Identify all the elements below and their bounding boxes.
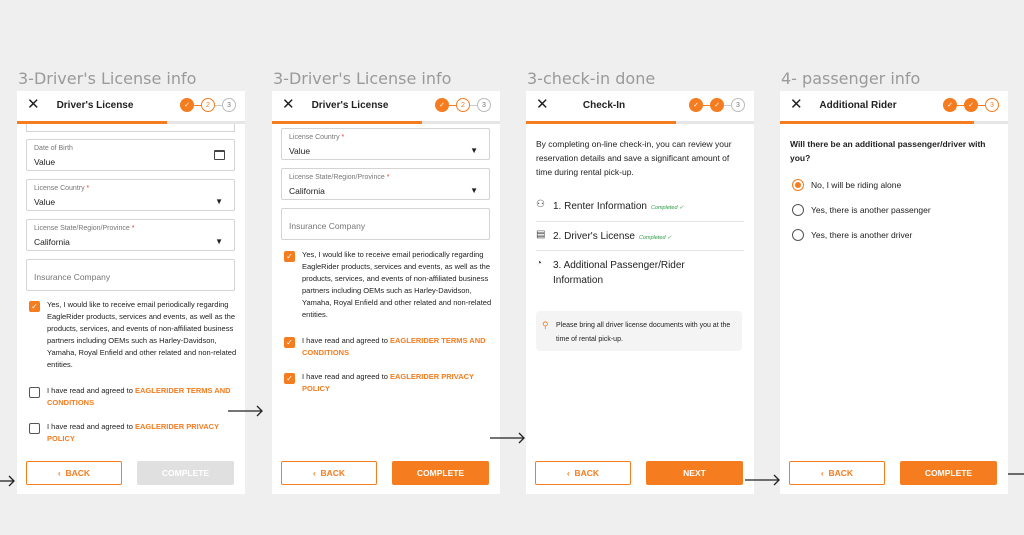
step-2-check-icon: ✓ bbox=[710, 98, 724, 112]
radio-label: Yes, there is another passenger bbox=[811, 205, 931, 215]
next-button[interactable]: NEXT bbox=[646, 461, 743, 485]
chevron-left-icon: ‹ bbox=[820, 468, 824, 478]
progress-bar bbox=[780, 121, 1008, 124]
license-country-select[interactable] bbox=[281, 128, 490, 160]
email-consent-checkbox[interactable]: ✓ bbox=[29, 301, 40, 312]
info-note: ⚲ Please bring all driver license documents with you at the time of rental pick-up. bbox=[536, 311, 742, 351]
chevron-left-icon: ‹ bbox=[312, 468, 316, 478]
field-value: Value bbox=[34, 157, 56, 167]
license-state-select[interactable] bbox=[26, 219, 235, 251]
field-label: Date of Birth bbox=[34, 145, 73, 152]
progress-bar bbox=[526, 121, 754, 124]
radio-label: No, I will be riding alone bbox=[811, 180, 902, 190]
chevron-down-icon: ▼ bbox=[470, 146, 478, 155]
header bbox=[17, 91, 245, 121]
page-title: Driver's License bbox=[311, 100, 389, 111]
email-consent-text: Yes, I would like to receive email periodically regarding EagleRider products, services and events, as well as the products, services, and events of non-affiliated business partners including OEMs such as Harley-Davidson, Yamaha, Royal Enfield and other related and non-related entities. bbox=[302, 250, 492, 319]
chevron-left-icon: ‹ bbox=[566, 468, 570, 478]
stage-title-3: 3-check-in done bbox=[527, 69, 656, 88]
completed-badge: Completed ✓ bbox=[650, 205, 684, 211]
step-2: 2 bbox=[456, 98, 470, 112]
close-icon[interactable]: ✕ bbox=[282, 96, 295, 113]
privacy-checkbox[interactable]: ✓ bbox=[284, 373, 295, 384]
license-state-select[interactable] bbox=[281, 168, 490, 200]
flow-arrow-icon bbox=[0, 474, 16, 488]
radio-label: Yes, there is another driver bbox=[811, 230, 913, 240]
back-button[interactable]: ‹ BACK bbox=[789, 461, 885, 485]
stage-title-4: 4- passenger info bbox=[781, 69, 921, 88]
completed-badge: Completed ✓ bbox=[638, 235, 672, 241]
step-3: 3 bbox=[985, 98, 999, 112]
back-button[interactable]: ‹ BACK bbox=[26, 461, 122, 485]
privacy-link[interactable]: EAGLERIDER PRIVACY POLICY bbox=[302, 372, 474, 393]
step-indicator bbox=[689, 98, 745, 112]
step-1-check-icon: ✓ bbox=[435, 98, 449, 112]
field-label: License State/Region/Province * bbox=[34, 225, 135, 232]
stage-title-2: 3-Driver's License info bbox=[273, 69, 452, 88]
license-country-select[interactable] bbox=[26, 179, 235, 211]
terms-checkbox[interactable] bbox=[29, 387, 40, 398]
flow-arrow-icon bbox=[1008, 467, 1024, 481]
step-3: 3 bbox=[222, 98, 236, 112]
check-in-intro: By completing on-line check-in, you can review your reservation details and save a significant amount of time during rental pick-up. bbox=[536, 139, 732, 177]
terms-text: I have read and agreed to EAGLERIDER TERMS AND CONDITIONS bbox=[47, 386, 231, 407]
complete-button: COMPLETE bbox=[137, 461, 234, 485]
stage-title-1: 3-Driver's License info bbox=[18, 69, 197, 88]
id-card-icon: ▤ bbox=[536, 229, 546, 240]
step-3: 3 bbox=[731, 98, 745, 112]
question-text: Will there be an additional passenger/driver with you? bbox=[790, 139, 986, 163]
date-of-birth-field[interactable] bbox=[26, 139, 235, 171]
complete-button[interactable]: COMPLETE bbox=[392, 461, 489, 485]
terms-text: I have read and agreed to EAGLERIDER TERMS AND CONDITIONS bbox=[302, 336, 486, 357]
page-title: Check-In bbox=[582, 100, 626, 111]
header bbox=[272, 91, 500, 121]
chevron-left-icon: ‹ bbox=[57, 468, 61, 478]
checklist-item-passenger[interactable]: ◔ 3. Additional Passenger/Rider Information bbox=[536, 258, 685, 286]
field-value: California bbox=[34, 237, 70, 247]
field-value: California bbox=[289, 186, 325, 196]
email-consent-text: Yes, I would like to receive email periodically regarding EagleRider products, services and events, as well as the products, services, and events of non-affiliated business partners including OEMs such as Harley-Davidson, Yamaha, Royal Enfield and other related and non-related entities. bbox=[47, 300, 237, 369]
calendar-icon[interactable] bbox=[214, 150, 225, 160]
step-1-check-icon: ✓ bbox=[943, 98, 957, 112]
chevron-down-icon: ▼ bbox=[215, 237, 223, 246]
step-3: 3 bbox=[477, 98, 491, 112]
field-label: License State/Region/Province * bbox=[289, 174, 390, 181]
progress-bar bbox=[272, 121, 500, 124]
complete-button[interactable]: COMPLETE bbox=[900, 461, 997, 485]
field-value: Value bbox=[34, 197, 56, 207]
email-consent-checkbox[interactable]: ✓ bbox=[284, 251, 295, 262]
insurance-company-input[interactable] bbox=[26, 259, 235, 291]
radio-another-driver[interactable] bbox=[792, 229, 804, 241]
step-2: 2 bbox=[201, 98, 215, 112]
insurance-company-input[interactable] bbox=[281, 208, 490, 240]
step-indicator bbox=[435, 98, 491, 112]
field-value: Value bbox=[289, 146, 311, 156]
chevron-down-icon: ▼ bbox=[470, 186, 478, 195]
person-check-icon: ⚇ bbox=[536, 199, 545, 210]
placeholder: Insurance Company bbox=[34, 272, 111, 282]
placeholder: Insurance Company bbox=[289, 221, 366, 231]
page-title: Driver's License bbox=[56, 100, 134, 111]
close-icon[interactable]: ✕ bbox=[790, 96, 803, 113]
location-pin-icon: ⚲ bbox=[542, 320, 549, 330]
close-icon[interactable]: ✕ bbox=[536, 96, 549, 113]
terms-checkbox[interactable]: ✓ bbox=[284, 337, 295, 348]
back-button[interactable]: ‹ BACK bbox=[281, 461, 377, 485]
screen-drivers-license-complete bbox=[272, 91, 500, 494]
back-button[interactable]: ‹ BACK bbox=[535, 461, 631, 485]
page-title: Additional Rider bbox=[819, 100, 897, 111]
flow-arrow-icon bbox=[228, 404, 264, 418]
screen-drivers-license-incomplete bbox=[17, 91, 245, 494]
flow-arrow-icon bbox=[490, 431, 526, 445]
radio-another-passenger[interactable] bbox=[792, 204, 804, 216]
screen-additional-rider bbox=[780, 91, 1008, 494]
step-1-check-icon: ✓ bbox=[689, 98, 703, 112]
radio-riding-alone[interactable] bbox=[792, 179, 804, 191]
terms-link[interactable]: EAGLERIDER TERMS AND CONDITIONS bbox=[302, 336, 486, 357]
field-label: License Country * bbox=[34, 185, 90, 192]
step-indicator bbox=[180, 98, 236, 112]
field-label: License Country * bbox=[289, 134, 345, 141]
header bbox=[526, 91, 754, 121]
close-icon[interactable]: ✕ bbox=[27, 96, 40, 113]
privacy-checkbox[interactable] bbox=[29, 423, 40, 434]
header bbox=[780, 91, 1008, 121]
privacy-text: I have read and agreed to EAGLERIDER PRIVACY POLICY bbox=[302, 372, 474, 393]
screen-check-in: ✕ Check-In ✓ ✓ 3 By completing on-line check-in, you can review your reservation details and save a significant amount of time during rental pick-up. ⚇ 1. Renter Information Completed ✓ ▤ 2. Driver's License Completed ✓ ◔ 3. Additional Passenger/Rider Information ⚲ Please bring all driver license documents with you at the time of rental pick-up. ‹ BACK NEXT bbox=[526, 91, 754, 494]
privacy-link[interactable]: EAGLERIDER PRIVACY POLICY bbox=[47, 422, 219, 443]
clock-icon: ◔ bbox=[536, 258, 543, 269]
flow-arrow-icon bbox=[745, 473, 781, 487]
step-2-check-icon: ✓ bbox=[964, 98, 978, 112]
step-1-check-icon: ✓ bbox=[180, 98, 194, 112]
terms-link[interactable]: EAGLERIDER TERMS AND CONDITIONS bbox=[47, 386, 231, 407]
chevron-down-icon: ▼ bbox=[215, 197, 223, 206]
step-indicator bbox=[943, 98, 999, 112]
privacy-text: I have read and agreed to EAGLERIDER PRIVACY POLICY bbox=[47, 422, 219, 443]
